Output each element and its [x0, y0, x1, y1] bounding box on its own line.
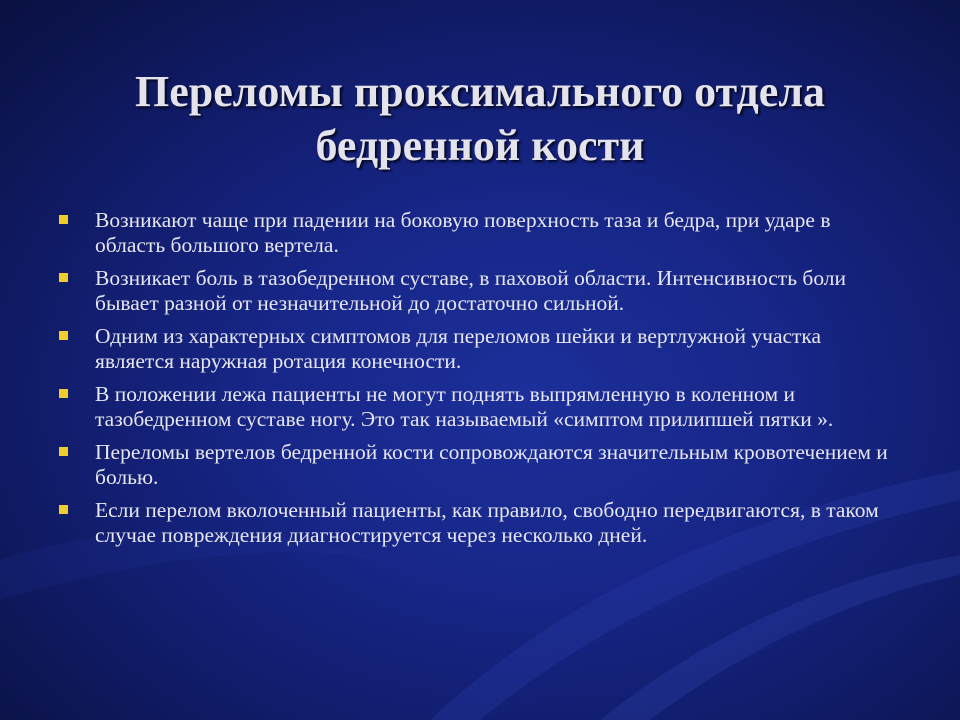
bullet-item: [56, 440, 896, 490]
bullet-square-icon: [59, 389, 68, 398]
bullet-item: [56, 208, 896, 258]
bullet-text: Возникают чаще при падении на боковую поверхность таза и бедра, при ударе в область большого вертела.: [95, 208, 831, 257]
bullet-item: [56, 266, 896, 316]
bullet-text: В положении лежа пациенты не могут поднять выпрямленную в коленном и тазобедренном суставе ногу. Это так называемый «симптом прилипшей пятки ».: [95, 382, 834, 431]
bullet-square-icon: [59, 273, 68, 282]
bullet-text: Переломы вертелов бедренной кости сопровождаются значительным кровотечением и болью.: [95, 440, 888, 489]
page-title: Переломы проксимального отдела бедренной кости: [134, 67, 826, 171]
bullet-item: [56, 382, 896, 432]
bullet-text: Одним из характерных симптомов для переломов шейки и вертлужной участка является наружная ротация конечности.: [95, 324, 822, 373]
bullet-square-icon: [59, 447, 68, 456]
bullet-text: Возникает боль в тазобедренном суставе, в паховой области. Интенсивность боли бывает разной от незначительной до достаточно сильной.: [95, 266, 847, 315]
bullet-square-icon: [59, 505, 68, 514]
bullet-text: Если перелом вколоченный пациенты, как правило, свободно передвигаются, в таком случае повреждения диагностируется через несколько дней.: [95, 498, 879, 547]
bullet-square-icon: [59, 215, 68, 224]
bullet-item: [56, 498, 896, 548]
bullet-square-icon: [59, 331, 68, 340]
bullet-list: [56, 208, 896, 556]
bullet-item: [56, 324, 896, 374]
